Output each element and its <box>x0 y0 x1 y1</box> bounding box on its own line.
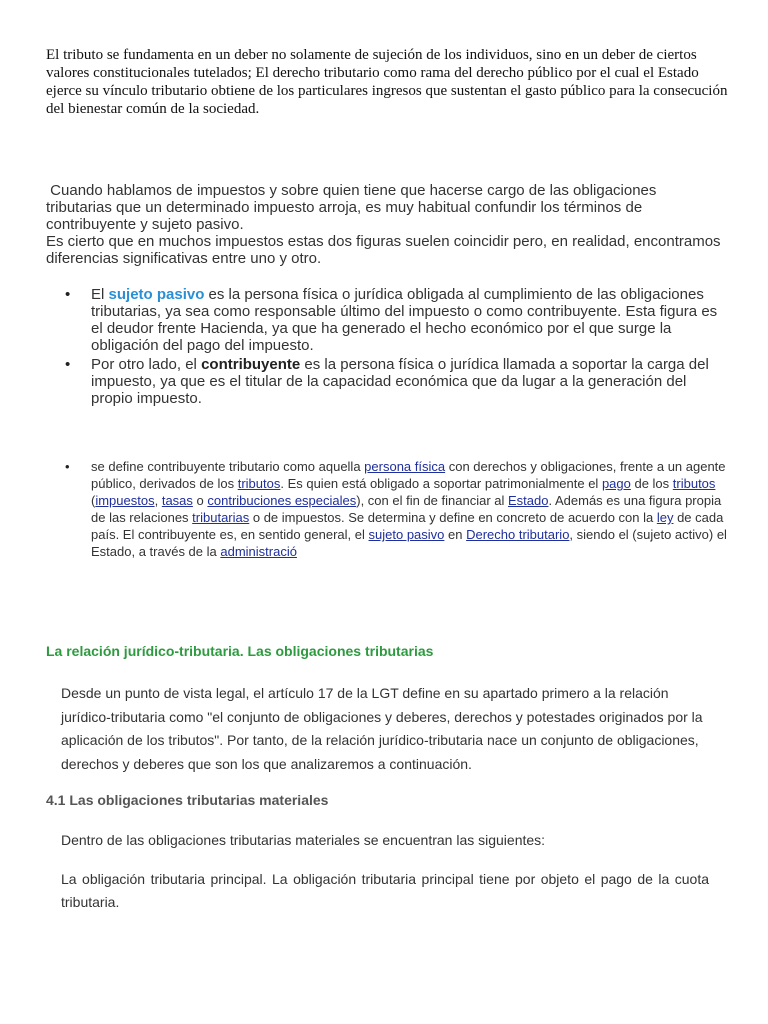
link-ley[interactable]: ley <box>656 510 674 525</box>
item-prefix: Por otro lado, el <box>91 356 202 373</box>
link-persona-fisica[interactable]: persona física <box>364 459 446 474</box>
principal-obligation-paragraph: La obligación tributaria principal. La obligación tributaria principal tiene por objeto el pago de la cuota tributaria. <box>61 871 709 910</box>
link-derecho-tributario[interactable]: Derecho tributario <box>466 527 570 542</box>
link-pago[interactable]: pago <box>601 476 631 491</box>
keyword-contribuyente: contribuyente <box>201 356 301 373</box>
definition-text: en <box>444 527 467 542</box>
definition-text: de los <box>630 476 673 491</box>
link-sujeto-pasivo[interactable]: sujeto pasivo <box>368 527 445 542</box>
link-tributos[interactable]: tributos <box>237 476 281 491</box>
item-text: es la persona física o jurídica obligada al cumplimiento de las obligaciones tributarias, ya sea como responsable último del impuesto o como contribuyente. Esta figura es el deudor frente Hacienda, ya que ha generado el hecho económico por el que surge la obligación del pago del impuesto. <box>91 286 718 354</box>
definition-text: se define contribuyente tributario como aquella <box>91 459 365 474</box>
definition-text: , siendo el (sujeto activo) el Estado, a través de la <box>91 527 727 559</box>
list-item <box>46 356 726 407</box>
list-item <box>46 458 736 560</box>
relation-heading: La relación jurídico-tributaria. Las obligaciones tributarias <box>46 643 434 659</box>
link-impuestos[interactable]: impuestos <box>95 493 155 508</box>
intro-paragraph: El tributo se fundamenta en un deber no solamente de sujeción de los individuos, sino en un deber de ciertos valores constitucionales tutelados; El derecho tributario como rama del derecho público por el cual el Estado ejerce su vínculo tributario obtiene de los particulares ingresos que sustentan el gasto público para la consecución del bienestar común de la sociedad. <box>46 47 728 117</box>
definition-text: . Es quien está obligado a soportar patrimonialmente el <box>280 476 602 491</box>
definition-text: , <box>154 493 162 508</box>
definition-text: o de impuestos. Se determina y define en concreto de acuerdo con la <box>249 510 657 525</box>
definition-text: . Además es una figura propia de las relaciones <box>91 493 722 525</box>
bullet-icon: • <box>65 356 71 373</box>
contribuyente-vs-sujeto-paragraph <box>46 182 726 267</box>
bullet-icon: • <box>65 459 70 474</box>
link-tributarias[interactable]: tributarias <box>192 510 250 525</box>
definition-text: ( <box>91 493 96 508</box>
contribuyente-definition-list <box>46 458 736 560</box>
paragraph-line: Es cierto que en muchos impuestos estas dos figuras suelen coincidir pero, en realidad, encontramos diferencias significativas entre uno y otro. <box>46 233 721 267</box>
definition-text: o <box>192 493 208 508</box>
link-estado[interactable]: Estado <box>508 493 549 508</box>
link-administracion[interactable]: administració <box>220 544 297 559</box>
item-text: es la persona física o jurídica llamada a soportar la carga del impuesto, ya que es el titular de la capacidad económica que da lugar a la generación del propio impuesto. <box>91 356 709 407</box>
list-item <box>46 286 726 354</box>
link-contribuciones-especiales[interactable]: contribuciones especiales <box>207 493 357 508</box>
bullet-icon: • <box>65 286 71 303</box>
definition-text: con derechos y obligaciones, frente a un agente público, derivados de los <box>91 459 726 491</box>
section-4-1-intro: Dentro de las obligaciones tributarias materiales se encuentran las siguientes: <box>61 832 546 848</box>
link-tributos-2[interactable]: tributos <box>672 476 716 491</box>
definition-text: ), con el fin de financiar al <box>356 493 508 508</box>
definition-text: de cada país. El contribuyente es, en sentido general, el <box>91 510 724 542</box>
relation-paragraph: Desde un punto de vista legal, el artículo 17 de la LGT define en su apartado primero a la relación jurídico-tributaria como "el conjunto de obligaciones y deberes, derechos y potestades originados por la aplicación de los tributos". Por tanto, de la relación jurídico-tributaria nace un conjunto de obligaciones, derechos y deberes que son los que analizaremos a continuación. <box>61 685 703 772</box>
definitions-list <box>46 286 726 409</box>
keyword-sujeto-pasivo: sujeto pasivo <box>108 286 205 303</box>
section-4-1-heading: 4.1 Las obligaciones tributarias materiales <box>46 792 329 808</box>
link-tasas[interactable]: tasas <box>161 493 193 508</box>
paragraph-line: Cuando hablamos de impuestos y sobre quien tiene que hacerse cargo de las obligaciones tributarias que un determinado impuesto arroja, es muy habitual confundir los términos de contribuyente y sujeto pasivo. <box>46 182 661 233</box>
item-prefix: El <box>91 286 109 303</box>
